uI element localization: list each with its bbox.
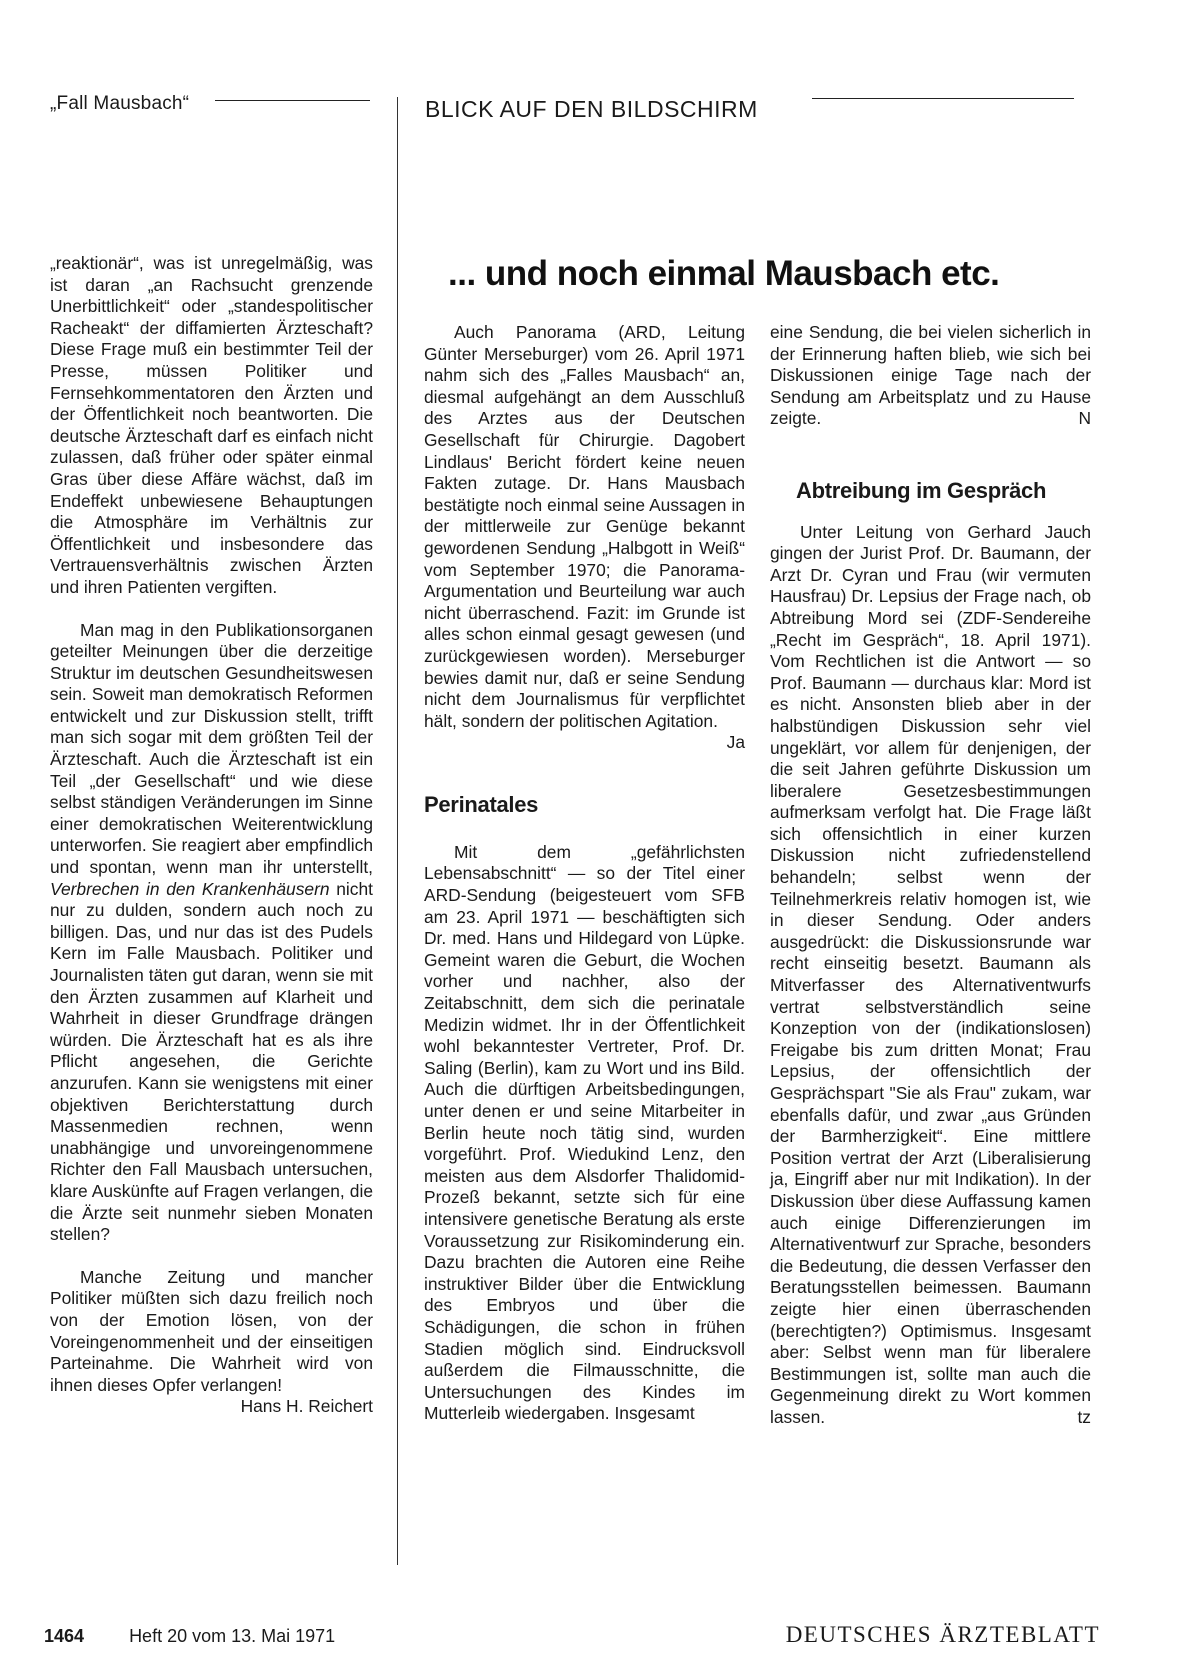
subhead-abtreibung: Abtreibung im Gespräch: [796, 477, 1047, 503]
middle-column: [424, 322, 745, 1425]
left-paragraph-3: [50, 1266, 373, 1417]
left-paragraph-2-part-a: Man mag in den Publikationsorganen geteilter Meinungen über die derzeitige Struktur im deutschen Gesundheitswesen sein. Soweit man demokratisch Reformen entwickelt und zur Diskussion stellt, trifft man sich sogar mit dem größten Teil der Ärzteschaft. Auch die Ärzteschaft ist ein Teil „der Gesellschaft“ und wie diese selbst ständigen Veränderungen im Sinne einer demokratischen Weiterentwicklung unterworfen. Sie reagiert aber empfindlich und spontan, wenn man ihr unterstellt,: [50, 619, 373, 878]
column-divider: [397, 97, 398, 1565]
subhead-perinatales: Perinatales: [424, 792, 539, 818]
running-head-right: BLICK AUF DEN BILDSCHIRM: [425, 96, 758, 122]
mid-signature-1: Ja: [726, 732, 745, 753]
right-column: [770, 322, 1091, 1429]
footer-left: [44, 1626, 335, 1647]
mid-paragraph-1: [424, 322, 745, 753]
running-head-left-rule: [215, 100, 370, 101]
right-paragraph-2-text: Unter Leitung von Gerhard Jauch gingen der Jurist Prof. Dr. Baumann, der Arzt Dr. Cyran und Frau (wir vermuten Hausfrau) Dr. Lepsius der Frage nach, ob Abtreibung Mord sei (ZDF-Sendereihe „Recht im Gespräch“, 18. April 1971). Vom Rechtlichen ist die Antwort — so Prof. Baumann — durchaus klar: Mord ist es nicht. Ansonsten blieb aber in der halbstündigen Diskussion sehr viel ungeklärt, vor allem für denjenigen, der die seit Jahren geführte Diskussion um liberalere Gesetzesbestimmungen aufmerksam verfolgt hat. Die Frage läßt sich offensichtlich in einer kurzen Diskussion nicht zufriedenstellend behandeln; selbst wenn der Teilnehmerkreis relativ homogen ist, wie in dieser Sendung. Oder anders ausgedrückt: die Diskussionsrunde war recht einseitig besetzt. Baumann als Mitverfasser des Alternativentwurfs vertrat selbstverständlich seine Konzeption von der (indikationslosen) Freigabe bis zum dritten Monat; Frau Lepsius, der offensichtlich der Gesprächspart "Sie als Frau" zukam, war ebenfalls dafür, und zwar „aus Gründen der Barmherzigkeit“. Eine mittlere Position vertrat der Arzt (Liberalisierung ja, Eingriff aber nur mit Indikation). In der Diskussion über diese Auffassung kamen auch einige Differenzierungen im Alternativentwurf zur Sprache, besonders die Bedeutung, die dessen Verfasser den Beratungsstellen beimessen. Baumann zeigte hier einen überraschenden (berechtigten?) Optimismus. Insgesamt aber: Selbst wenn man für liberalere Bestimmungen ist, sollte man auch die Gegenmeinung direkt zu Wort kommen lassen.: [770, 521, 1091, 1427]
left-column: [50, 253, 373, 1418]
journal-name: DEUTSCHES ÄRZTEBLATT: [785, 1622, 1100, 1647]
right-signature-2: tz: [1077, 1406, 1091, 1427]
right-paragraph-2: [770, 522, 1091, 1429]
running-head-left: „Fall Mausbach“: [50, 93, 190, 114]
left-paragraph-1: „reaktionär“, was ist unregelmäßig, was ist daran „an Rachsucht grenzende Unerbittlichkeit“ oder „standespolitischer Racheakt“ der diffamierten Ärzteschaft? Diese Frage muß ein bestimmter Teil der Presse, müssen Politiker und Fernsehkommentatoren den Ärzten und der Öffentlichkeit noch beantworten. Die deutsche Ärzteschaft darf es einfach nicht zulassen, daß früher oder später einmal Gras über diese Affäre wächst, daß im Endeffekt unbewiesene Behauptungen die Atmosphäre im Verhältnis zur Öffentlichkeit und insbesondere das Vertrauensverhältnis zwischen Ärzten und ihren Patienten vergiften.: [50, 253, 373, 597]
left-paragraph-2-part-b: nicht nur zu dulden, sondern auch noch zu billigen. Das, und nur das ist des Pudels Kern im Falle Mausbach. Politiker und Journalisten täten gut daran, wenn sie mit den Ärzten zusammen auf Klarheit und Wahrheit in dieser Grundfrage drängen würden. Die Ärzteschaft hat es als ihre Pflicht angesehen, die Gerichte anzurufen. Kann sie wenigstens mit einer objektiven Berichterstattung durch Massenmedien rechnen, wenn unabhängige und unvoreingenommene Richter den Fall Mausbach untersuchen, klare Auskünfte auf Fragen verlangen, die die Ärzte seit nunmehr sieben Monaten stellen?: [50, 878, 373, 1245]
left-paragraph-2-emphasis: Verbrechen in den Krankenhäusern: [50, 878, 330, 899]
issue-info: Heft 20 vom 13. Mai 1971: [129, 1626, 336, 1646]
mid-paragraph-1-text: Auch Panorama (ARD, Leitung Günter Merseburger) vom 26. April 1971 nahm sich des „Falles Mausbach“ an, diesmal aufgehängt an dem Ausschluß des Arztes aus der Deutschen Gesellschaft für Chirurgie. Dagobert Lindlaus' Bericht fördert keine neuen Fakten zutage. Dr. Hans Mausbach bestätigte noch einmal seine Aussagen in der mittlerweile zur Genüge bekannt gewordenen Sendung „Halbgott in Weiß“ vom September 1970; die Panorama-Argumentation und Beurteilung war auch nicht überraschend. Fazit: im Grunde ist alles schon einmal gesagt gewesen (und zurückgewiesen worden). Merseburger bewies damit nur, daß er seine Sendung nicht dem Journalismus für verpflichtet hält, sondern der politischen Agitation.: [424, 322, 745, 731]
left-paragraph-2: [50, 620, 373, 1246]
left-signature: Hans H. Reichert: [240, 1396, 373, 1417]
right-paragraph-1: [770, 322, 1091, 430]
left-paragraph-3-text: Manche Zeitung und mancher Politiker müßten sich dazu freilich noch von der Emotion lösen, von der Voreingenommenheit und der einseitigen Parteinahme. Die Wahrheit wird von ihnen dieses Opfer verlangen!: [50, 1266, 373, 1395]
right-signature-1: N: [1078, 408, 1091, 429]
right-paragraph-1-text: eine Sendung, die bei vielen sicherlich in der Erinnerung haften blieb, wie sich bei Diskussionen einige Tage nach der Sendung am Arbeitsplatz und zu Hause zeigte.: [770, 322, 1091, 429]
page-number: 1464: [44, 1626, 85, 1646]
article-headline: ... und noch einmal Mausbach etc.: [448, 254, 1000, 293]
running-head-right-rule: [812, 98, 1074, 99]
mid-paragraph-2: Mit dem „gefährlichsten Lebensabschnitt“ — so der Titel einer ARD-Sendung (beigesteuert vom SFB am 23. April 1971 — beschäftigten sich Dr. med. Hans und Hildegard von Lüpke. Gemeint waren die Geburt, die Wochen vorher und nachher, also der Zeitabschnitt, dem sich die perinatale Medizin widmet. Ihr in der Öffentlichkeit wohl bekanntester Vertreter, Prof. Dr. Saling (Berlin), kam zu Wort und ins Bild. Auch die dürftigen Arbeitsbedingungen, unter denen er und seine Mitarbeiter in Berlin heute noch tätig sind, wurden vorgeführt. Prof. Wiedukind Lenz, den meisten aus dem Alsdorfer Thalidomid-Prozeß bekannt, setzte sich für eine intensivere genetische Beratung als erste Voraussetzung zur Risikominderung ein. Dazu brachten die Autoren eine Reihe instruktiver Bilder über die Entwicklung des Embryos und über die Schädigungen, die schon in frühen Stadien möglich sind. Eindrucksvoll außerdem die Filmausschnitte, die Untersuchungen des Kindes im Mutterleib wiedergaben. Insgesamt: [424, 841, 745, 1424]
